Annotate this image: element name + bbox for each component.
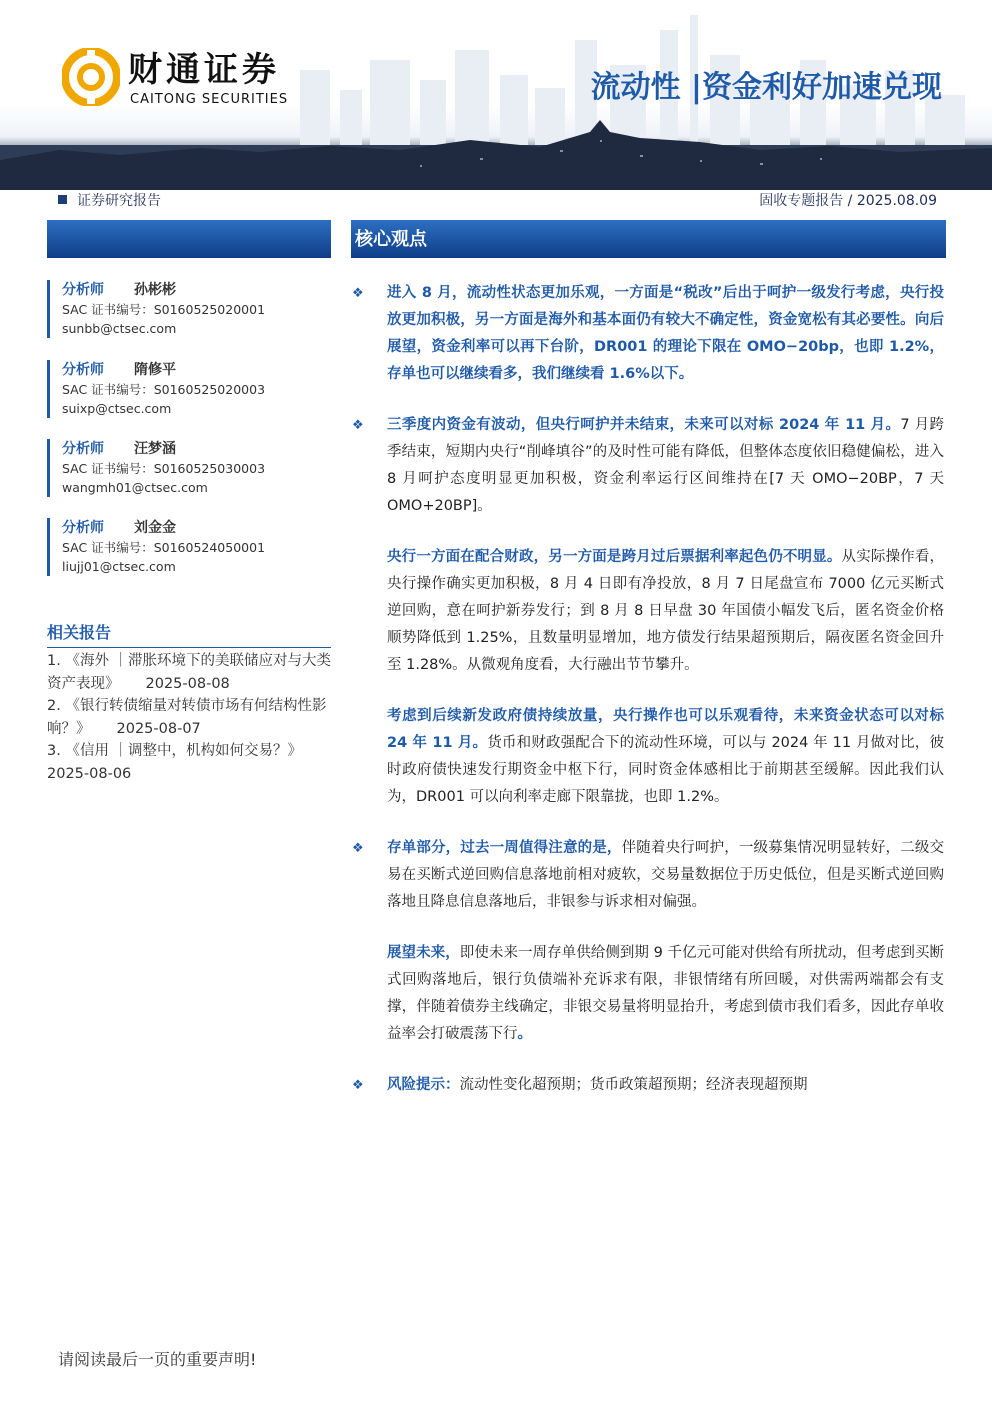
core-views-content: [352, 280, 944, 1099]
core-paragraph: ❖ 三季度内资金有波动，但央行呵护并未结束，未来可以对标 2024 年 11 月。7 月跨季结束，短期内央行“削峰填谷”的及时性可能有降低，但整体态度依旧稳健偏松，进入 8 月呵护态度明显更加积极，资金利率运行区间维持在[7 天 OMO−20BP，7 天 OMO+20BP]。: [352, 412, 944, 520]
analyst-email: liujj01@ctsec.com: [62, 559, 176, 574]
analyst-sac: SAC 证书编号：S0160525020003: [62, 382, 266, 397]
report-title: 流动性 |资金利好加速兑现: [590, 70, 942, 105]
report-category: [58, 192, 161, 210]
analyst-email: wangmh01@ctsec.com: [62, 480, 208, 495]
risk-warning: ❖ 风险提示：流动性变化超预期；货币政策超预期；经济表现超预期: [352, 1072, 944, 1099]
analyst-name: 刘金金: [134, 520, 176, 536]
related-report-date: 2025-08-08: [145, 675, 230, 692]
disclaimer-notice: 请阅读最后一页的重要声明!: [58, 1350, 257, 1369]
analyst-name: 隋修平: [134, 362, 176, 378]
header-banner: [0, 0, 992, 190]
related-reports-list: [47, 650, 337, 785]
diamond-bullet-icon: ❖: [352, 1078, 364, 1093]
caitong-logo-icon: [62, 48, 120, 106]
logo-english-name: CAITONG SECURITIES: [130, 92, 289, 107]
core-header-bar: [351, 220, 946, 258]
analyst-sac: SAC 证书编号：S0160524050001: [62, 540, 266, 555]
analyst-name: 汪梦涵: [134, 441, 176, 457]
analyst-name: 孙彬彬: [134, 282, 176, 298]
report-type-date: 固收专题报告 / 2025.08.09: [759, 193, 937, 209]
related-report-date: 2025-08-07: [116, 720, 201, 737]
analyst-card: [47, 360, 332, 418]
divider: [47, 647, 331, 648]
related-report-date: 2025-08-06: [47, 765, 132, 782]
analyst-card: [47, 518, 332, 576]
core-paragraph: ❖ 进入 8 月，流动性状态更加乐观，一方面是“税改”后出于呵护一级发行考虑，央行投放更加积极，另一方面是海外和基本面仍有较大不确定性，资金宽松有其必要性。向后展望，资金利率可以再下台阶，DR001 的理论下限在 OMO−20bp，也即 1.2%，存单也可以继续看多，我们继续看 1.6%以下。: [352, 280, 944, 388]
analyst-role: 分析师 汪梦涵: [62, 441, 176, 457]
diamond-bullet-icon: ❖: [352, 841, 364, 856]
analyst-sac: SAC 证书编号：S0160525020001: [62, 302, 266, 317]
core-paragraph: 考虑到后续新发政府债持续放量，央行操作也可以乐观看待，未来资金状态可以对标 24 年 11 月。货币和财政强配合下的流动性环境，可以与 2024 年 11 月做对比，彼时政府债快速发行期资金中枢下行，同时资金体感相比于前期甚至缓解。因此我们认为，DR001 可以向利率走廊下限靠拢，也即 1.2%。: [387, 708, 944, 805]
report-category-label: 证券研究报告: [77, 193, 161, 209]
analyst-card: [47, 439, 332, 497]
left-header-bar: [47, 220, 331, 258]
logo-chinese-name: 财通证券: [128, 50, 280, 90]
analyst-role: 分析师 孙彬彬: [62, 282, 176, 298]
analyst-sac: SAC 证书编号：S0160525030003: [62, 461, 266, 476]
related-report-link[interactable]: 3. 《信用 ｜调整中，机构如何交易？》 2025-08-06: [47, 743, 303, 782]
analyst-email: suixp@ctsec.com: [62, 401, 172, 416]
related-reports-title: 相关报告: [47, 623, 112, 642]
core-paragraph: 展望未来，即使未来一周存单供给侧到期 9 千亿元可能对供给有所扰动，但考虑到买断式回购落地后，银行负债端补充诉求有限，非银情绪有所回暖，对供需两端都会有支撑，伴随着债券主线确定，非银交易量将明显抬升，考虑到债市我们看多，因此存单收益率会打破震荡下行。: [387, 945, 944, 1042]
related-report-link[interactable]: 1. 《海外 ｜滞胀环境下的美联储应对与大类资产表现》 2025-08-08: [47, 653, 332, 692]
square-bullet-icon: [58, 195, 67, 204]
analyst-email: sunbb@ctsec.com: [62, 321, 177, 336]
analyst-role: 分析师 隋修平: [62, 362, 176, 378]
diamond-bullet-icon: ❖: [352, 286, 364, 301]
core-views-title: 核心观点: [355, 229, 427, 250]
analyst-card: [47, 280, 332, 338]
related-report-link[interactable]: 2. 《银行转债缩量对转债市场有何结构性影响？》 2025-08-07: [47, 698, 327, 737]
core-paragraph: 央行一方面在配合财政，另一方面是跨月过后票据利率起色仍不明显。从实际操作看，央行操作确实更加积极，8 月 4 日即有净投放，8 月 7 日尾盘宣布 7000 亿元买断式逆回购，意在呵护新券发行；到 8 月 8 日早盘 30 年国债小幅发飞后，匿名资金价格顺势降低到 1.25%，且数量明显增加，地方债发行结果超预期后，隔夜匿名资金回升至 1.28%。从微观角度看，大行融出节节攀升。: [387, 549, 945, 673]
core-paragraph: ❖ 存单部分，过去一周值得注意的是，伴随着央行呵护，一级募集情况明显转好，二级交易在买断式逆回购信息落地前相对疲软，交易量数据位于历史低位，但是买断式逆回购落地且降息信息落地后，非银参与诉求相对偏强。: [352, 835, 944, 916]
analyst-role: 分析师 刘金金: [62, 520, 176, 536]
diamond-bullet-icon: ❖: [352, 418, 364, 433]
